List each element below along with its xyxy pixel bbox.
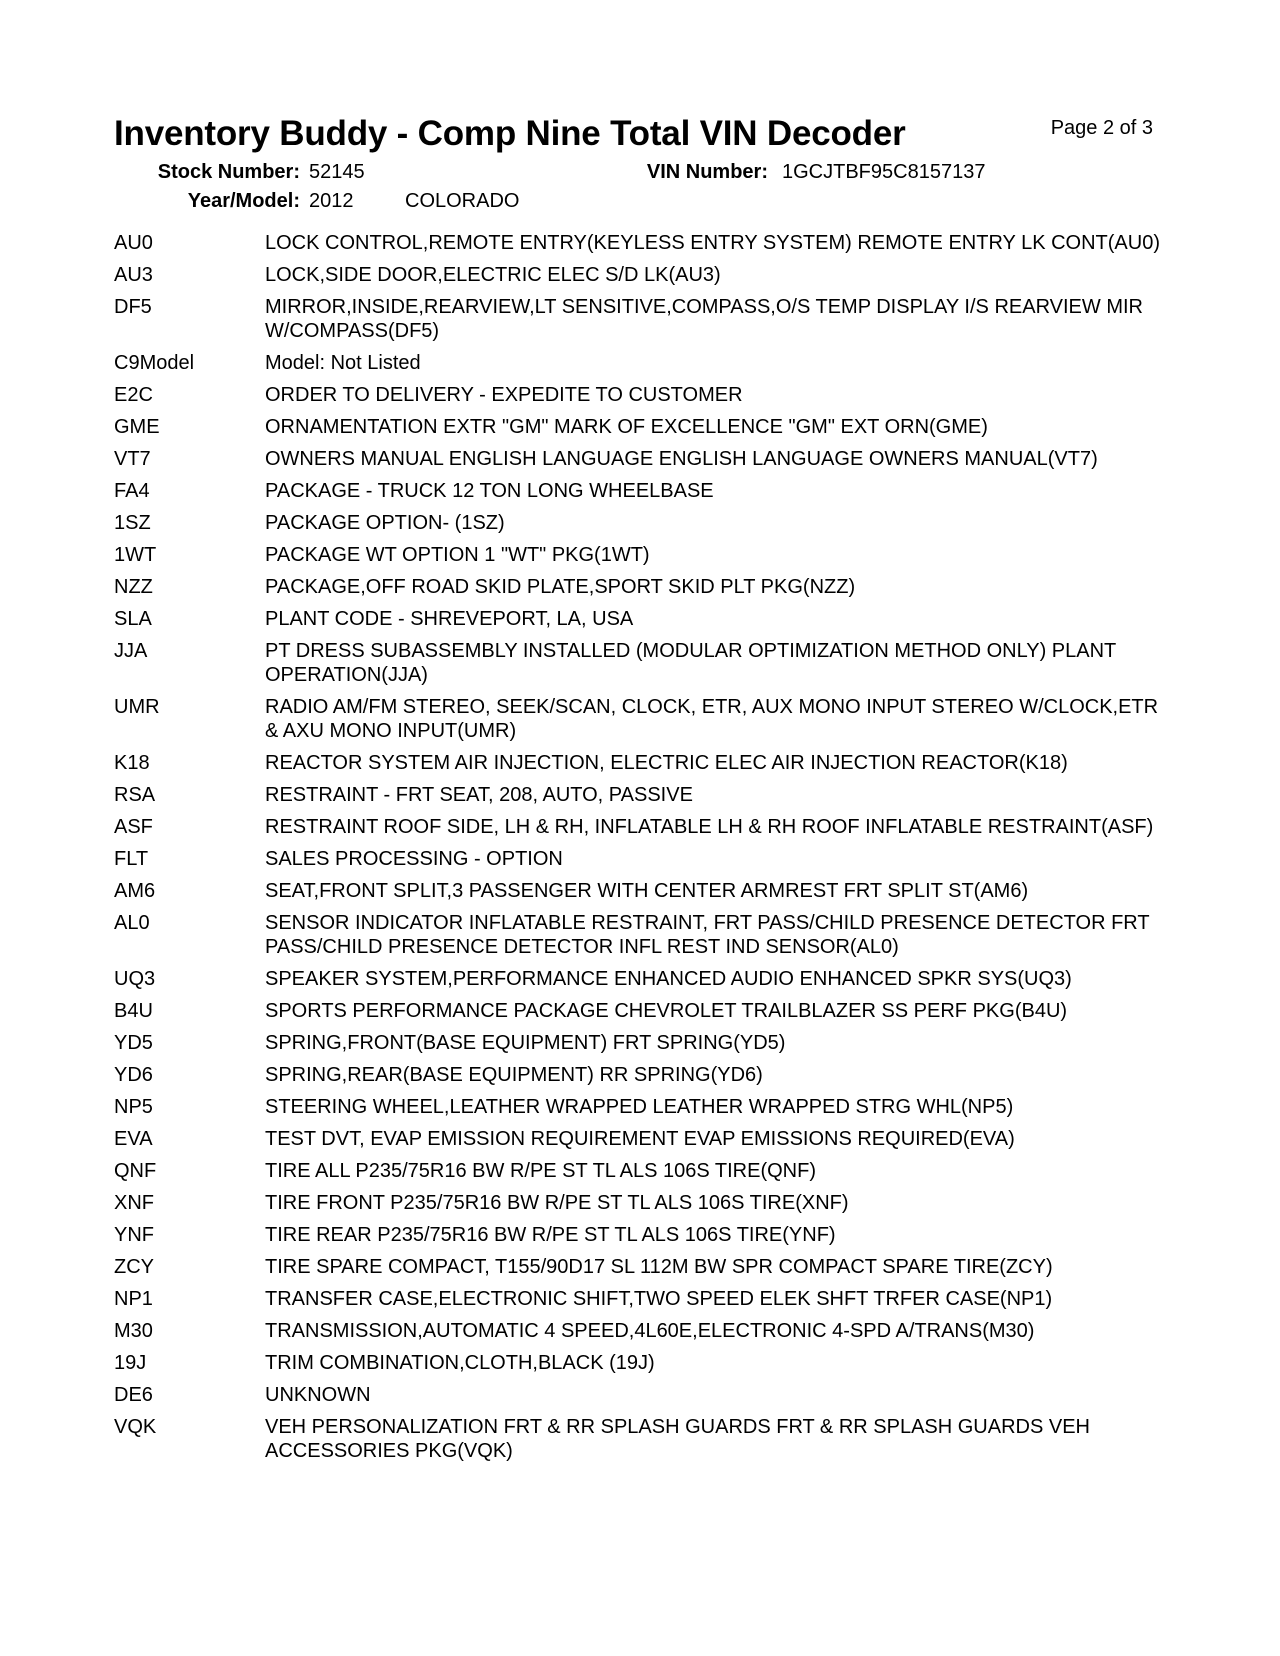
option-code: AM6	[114, 880, 156, 902]
option-code: AU3	[114, 264, 153, 286]
option-description: SENSOR INDICATOR INFLATABLE RESTRAINT, FRT PASS/CHILD PRESENCE DETECTOR FRT PASS/CHILD PRESENCE DETECTOR INFL REST IND SENSOR(AL0)	[265, 912, 1150, 958]
option-code: NP5	[114, 1096, 153, 1118]
option-description: SPRING,FRONT(BASE EQUIPMENT) FRT SPRING(YD5)	[265, 1032, 786, 1054]
option-description: LOCK CONTROL,REMOTE ENTRY(KEYLESS ENTRY SYSTEM) REMOTE ENTRY LK CONT(AU0)	[265, 232, 1160, 254]
option-row	[114, 911, 1164, 959]
option-code: DE6	[114, 1384, 153, 1406]
stock-number-value: 52145	[309, 161, 365, 183]
option-code: EVA	[114, 1128, 153, 1150]
option-row	[114, 1351, 1164, 1375]
option-description: PACKAGE - TRUCK 12 TON LONG WHEELBASE	[265, 480, 714, 502]
option-code: NP1	[114, 1288, 153, 1310]
option-code: AL0	[114, 912, 150, 934]
option-description: TEST DVT, EVAP EMISSION REQUIREMENT EVAP EMISSIONS REQUIRED(EVA)	[265, 1128, 1015, 1150]
option-code: NZZ	[114, 576, 153, 598]
option-row	[114, 447, 1164, 471]
option-code: AU0	[114, 232, 153, 254]
option-row	[114, 479, 1164, 503]
option-code: XNF	[114, 1192, 154, 1214]
option-row	[114, 351, 1164, 375]
option-description: PLANT CODE - SHREVEPORT, LA, USA	[265, 608, 634, 630]
option-row	[114, 575, 1164, 599]
option-code: DF5	[114, 296, 152, 318]
vin-number-label: VIN Number:	[646, 161, 768, 183]
option-row	[114, 967, 1164, 991]
stock-number-label: Stock Number:	[157, 161, 300, 183]
option-code-list	[114, 231, 1164, 1471]
option-row	[114, 1031, 1164, 1055]
option-description: TRANSMISSION,AUTOMATIC 4 SPEED,4L60E,ELECTRONIC 4-SPD A/TRANS(M30)	[265, 1320, 1035, 1342]
option-code: 1SZ	[114, 512, 151, 534]
option-code: JJA	[114, 640, 148, 662]
option-code: YNF	[114, 1224, 154, 1246]
option-row	[114, 1383, 1164, 1407]
option-row	[114, 263, 1164, 287]
option-row	[114, 511, 1164, 535]
option-row	[114, 847, 1164, 871]
option-code: YD6	[114, 1064, 153, 1086]
option-code: QNF	[114, 1160, 157, 1182]
vin-number-value: 1GCJTBF95C8157137	[782, 161, 986, 183]
option-code: 1WT	[114, 544, 157, 566]
option-code: ZCY	[114, 1256, 154, 1278]
option-code: UMR	[114, 696, 160, 718]
option-row	[114, 815, 1164, 839]
option-description: TIRE ALL P235/75R16 BW R/PE ST TL ALS 106S TIRE(QNF)	[265, 1160, 816, 1182]
option-row	[114, 1415, 1164, 1463]
option-row	[114, 695, 1164, 743]
option-description: OWNERS MANUAL ENGLISH LANGUAGE ENGLISH LANGUAGE OWNERS MANUAL(VT7)	[265, 448, 1098, 470]
option-description: RESTRAINT ROOF SIDE, LH & RH, INFLATABLE LH & RH ROOF INFLATABLE RESTRAINT(ASF)	[265, 816, 1154, 838]
option-code: K18	[114, 752, 150, 774]
option-code: UQ3	[114, 968, 156, 990]
option-code: FA4	[114, 480, 150, 502]
option-row	[114, 1191, 1164, 1215]
option-description: RESTRAINT - FRT SEAT, 208, AUTO, PASSIVE	[265, 784, 693, 806]
option-description: TRIM COMBINATION,CLOTH,BLACK (19J)	[265, 1352, 655, 1374]
option-description: RADIO AM/FM STEREO, SEEK/SCAN, CLOCK, ETR, AUX MONO INPUT STEREO W/CLOCK,ETR & AXU MONO INPUT(UMR)	[265, 696, 1159, 742]
option-description: TRANSFER CASE,ELECTRONIC SHIFT,TWO SPEED ELEK SHFT TRFER CASE(NP1)	[265, 1288, 1053, 1310]
option-description: TIRE REAR P235/75R16 BW R/PE ST TL ALS 106S TIRE(YNF)	[265, 1224, 836, 1246]
option-code: E2C	[114, 384, 153, 406]
option-description: ORDER TO DELIVERY - EXPEDITE TO CUSTOMER	[265, 384, 743, 406]
year-value: 2012	[309, 190, 354, 212]
option-code: VT7	[114, 448, 151, 470]
option-description: SPEAKER SYSTEM,PERFORMANCE ENHANCED AUDIO ENHANCED SPKR SYS(UQ3)	[265, 968, 1072, 990]
option-row	[114, 295, 1164, 343]
page-title: Inventory Buddy - Comp Nine Total VIN Decoder	[114, 114, 906, 153]
option-code: YD5	[114, 1032, 153, 1054]
option-row	[114, 543, 1164, 567]
option-row	[114, 607, 1164, 631]
option-description: STEERING WHEEL,LEATHER WRAPPED LEATHER WRAPPED STRG WHL(NP5)	[265, 1096, 1014, 1118]
model-value: COLORADO	[405, 190, 520, 212]
option-code: 19J	[114, 1352, 147, 1374]
option-description: SEAT,FRONT SPLIT,3 PASSENGER WITH CENTER ARMREST FRT SPLIT ST(AM6)	[265, 880, 1029, 902]
option-code: SLA	[114, 608, 152, 630]
page-number: Page 2 of 3	[1050, 117, 1153, 139]
option-row	[114, 1063, 1164, 1087]
option-code: B4U	[114, 1000, 153, 1022]
option-description: PACKAGE OPTION- (1SZ)	[265, 512, 505, 534]
option-code: ASF	[114, 816, 153, 838]
option-description: Model: Not Listed	[265, 352, 421, 374]
option-description: MIRROR,INSIDE,REARVIEW,LT SENSITIVE,COMPASS,O/S TEMP DISPLAY I/S REARVIEW MIR W/COMPASS(DF5)	[265, 296, 1143, 342]
option-row	[114, 1127, 1164, 1151]
option-code: C9Model	[114, 352, 195, 374]
option-row	[114, 783, 1164, 807]
year-model-label: Year/Model:	[187, 190, 300, 212]
option-row	[114, 1159, 1164, 1183]
option-code: M30	[114, 1320, 153, 1342]
option-description: SALES PROCESSING - OPTION	[265, 848, 563, 870]
option-row	[114, 1319, 1164, 1343]
option-code: GME	[114, 416, 160, 438]
option-row	[114, 1287, 1164, 1311]
option-row	[114, 999, 1164, 1023]
option-code: FLT	[114, 848, 149, 870]
option-code: RSA	[114, 784, 156, 806]
option-row	[114, 1255, 1164, 1279]
option-description: REACTOR SYSTEM AIR INJECTION, ELECTRIC ELEC AIR INJECTION REACTOR(K18)	[265, 752, 1068, 774]
option-description: PACKAGE,OFF ROAD SKID PLATE,SPORT SKID PLT PKG(NZZ)	[265, 576, 856, 598]
option-row	[114, 751, 1164, 775]
option-description: LOCK,SIDE DOOR,ELECTRIC ELEC S/D LK(AU3)	[265, 264, 721, 286]
option-row	[114, 1223, 1164, 1247]
option-row	[114, 1095, 1164, 1119]
option-description: UNKNOWN	[265, 1384, 371, 1406]
option-description: SPRING,REAR(BASE EQUIPMENT) RR SPRING(YD6)	[265, 1064, 763, 1086]
option-row	[114, 415, 1164, 439]
option-code: VQK	[114, 1416, 157, 1438]
option-description: SPORTS PERFORMANCE PACKAGE CHEVROLET TRAILBLAZER SS PERF PKG(B4U)	[265, 1000, 1068, 1022]
option-row	[114, 383, 1164, 407]
option-description: TIRE SPARE COMPACT, T155/90D17 SL 112M BW SPR COMPACT SPARE TIRE(ZCY)	[265, 1256, 1053, 1278]
option-description: TIRE FRONT P235/75R16 BW R/PE ST TL ALS 106S TIRE(XNF)	[265, 1192, 849, 1214]
option-row	[114, 231, 1164, 255]
option-description: PACKAGE WT OPTION 1 "WT" PKG(1WT)	[265, 544, 650, 566]
option-description: VEH PERSONALIZATION FRT & RR SPLASH GUARDS FRT & RR SPLASH GUARDS VEH ACCESSORIES PKG(VQK)	[265, 1416, 1090, 1462]
option-row	[114, 879, 1164, 903]
option-description: PT DRESS SUBASSEMBLY INSTALLED (MODULAR OPTIMIZATION METHOD ONLY) PLANT OPERATION(JJA)	[265, 640, 1116, 686]
option-description: ORNAMENTATION EXTR "GM" MARK OF EXCELLENCE "GM" EXT ORN(GME)	[265, 416, 988, 438]
option-row	[114, 639, 1164, 687]
